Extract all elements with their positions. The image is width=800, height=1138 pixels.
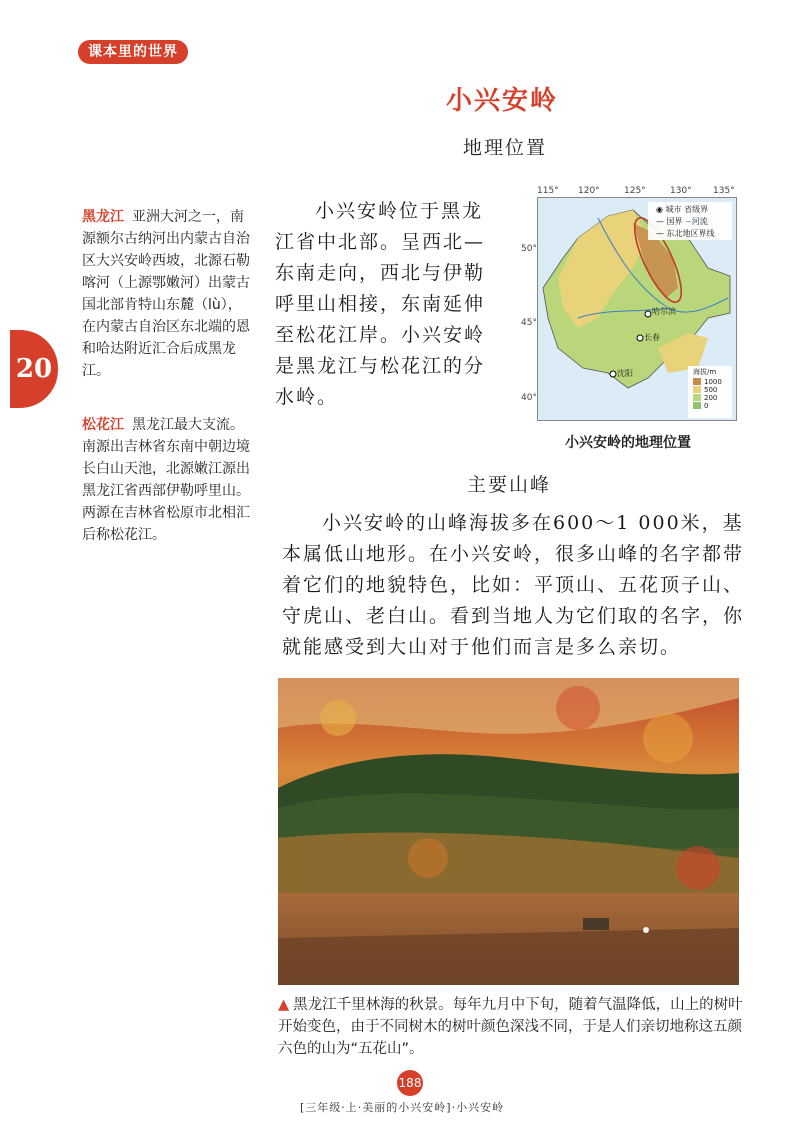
legend-border: — 国界 ~河流 [656,217,708,226]
series-tag-label: 课本里的世界 [88,44,178,60]
elevation-legend-title: 海拔/m [693,368,717,376]
longitude-label: 130° [670,186,692,196]
series-tag [78,40,188,64]
chapter-tab: 20 [10,330,58,408]
latitude-label: 45° [521,318,537,328]
city-marker [637,335,643,341]
city-marker [610,371,616,377]
page-number: 188 [397,1070,423,1096]
photo-caption [278,994,748,1060]
elevation-level: 0 [704,402,709,410]
map-caption: 小兴安岭的地理位置 [565,435,691,451]
longitude-label: 135° [713,186,735,196]
location-paragraph: 小兴安岭位于黑龙江省中北部。呈西北—东南走向，西北与伊勒呼里山相接，东南延伸至松花江岸。小兴安岭是黑龙江与松花江的分水岭。 [275,200,486,408]
page-footer: [三年级·上·美丽的小兴安岭]·小兴安岭 [300,1101,505,1114]
note-text: 亚洲大河之一，南源额尔古纳河出内蒙古自治区大兴安岭西坡，北源石勒喀河（上源鄂嫩河）出蒙古国北部肯特山东麓（lù），在内蒙古自治区东北端的恩和哈达附近汇合后成黑龙江。 [82,209,250,379]
city-marker [645,311,651,317]
note-term: 松花江 [82,417,124,433]
latitude-label: 40° [521,393,537,403]
section-heading-peaks: 主要山峰 [467,474,552,496]
section-heading-location: 地理位置 [463,137,548,159]
photo-drawing [278,678,739,985]
page-title: 小兴安岭 [446,86,559,116]
longitude-label: 115° [537,186,559,196]
elevation-level: 500 [704,386,718,394]
note-text: 黑龙江最大支流。南源出吉林省东南中朝边境长白山天池，北源嫩江源出黑龙江省西部伊勒呼里山。两源在吉林省松原市北相汇后称松花江。 [82,417,250,543]
photo-caption-text: 黑龙江千里林海的秋景。每年九月中下旬，随着气温降低，山上的树叶开始变色，由于不同树木的树叶颜色深浅不同，于是人们亲切地称这五颜六色的山为“五花山”。 [278,997,743,1057]
triangle-icon: ▲ [278,997,290,1013]
longitude-label: 125° [624,186,646,196]
city-label-changchun: 长春 [644,333,660,342]
longitude-label: 120° [578,186,600,196]
elevation-swatch [693,386,701,393]
note-term: 黑龙江 [82,209,124,225]
location-map [537,197,737,421]
elevation-swatch [693,378,701,385]
legend-city: ◉ 城市 省级界 [656,205,709,214]
city-label-shenyang: 沈阳 [617,369,633,378]
peaks-paragraph: 小兴安岭的山峰海拔多在600～1 000米，基本属低山地形。在小兴安岭，很多山峰的名字都带着它们的地貌特色，比如：平顶山、五花顶子山、守虎山、老白山。看到当地人为它们取的名字，你就能感受到大山对于他们而言是多么亲切。 [282,512,745,658]
note-songhuajiang [82,414,254,546]
elevation-swatch [693,402,701,409]
autumn-forest-photo [278,678,739,985]
city-label-harbin: 哈尔滨 [652,307,676,316]
legend-region: — 东北地区界线 [656,229,715,238]
elevation-level: 1000 [704,378,722,386]
elevation-swatch [693,394,701,401]
note-heilongjiang [82,206,254,382]
elevation-level: 200 [704,394,718,402]
latitude-label: 50° [521,244,537,254]
